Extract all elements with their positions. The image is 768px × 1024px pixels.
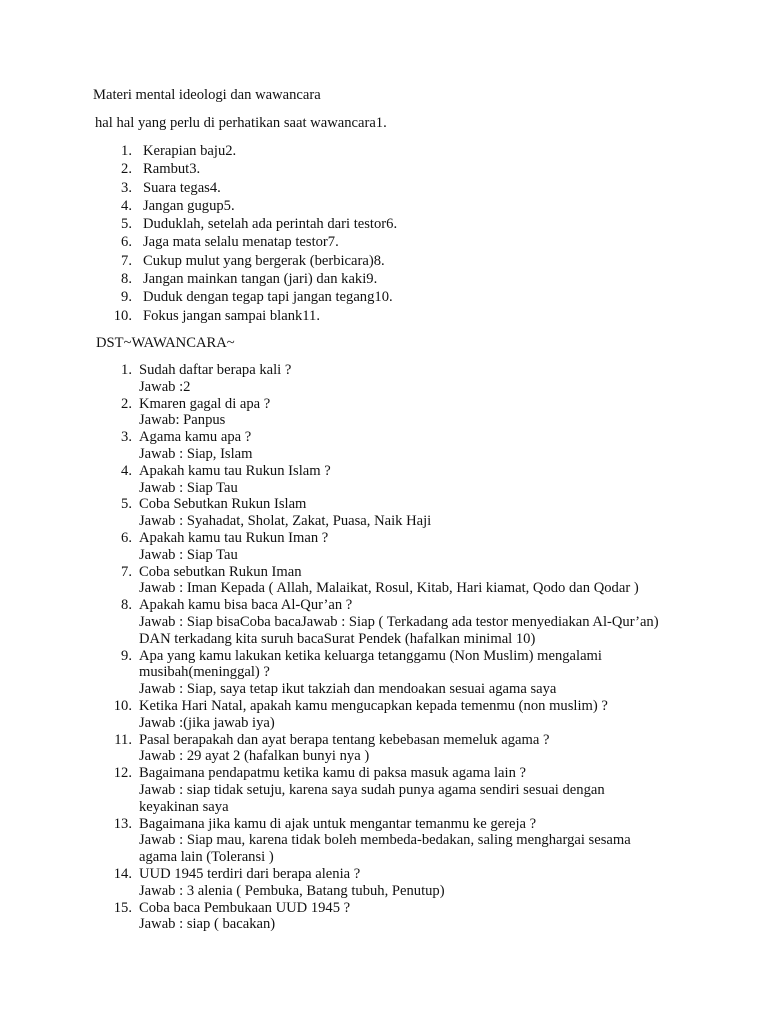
answer-text: Jawab : Iman Kepada ( Allah, Malaikat, Rosul, Kitab, Hari kiamat, Qodo dan Qodar ) [139,580,639,597]
tip-item [0,234,768,252]
qa-item [0,429,768,463]
tip-text: Suara tegas4. [143,179,221,196]
question-text: Agama kamu apa ? [139,429,252,446]
question-number: 7. [121,563,132,580]
question-number: 5. [121,496,132,513]
question-text: Coba Sebutkan Rukun Islam [139,496,307,513]
answer-text: Jawab : Siap bisaCoba bacaJawab : Siap ( Terkadang ada testor menyediakan Al-Qur’an) DAN terkadang kita suruh bacaSurat Pendek (hafalkan minimal 10) [139,613,659,647]
tip-text: Duduklah, setelah ada perintah dari testor6. [143,216,398,233]
qa-item [0,597,768,647]
tip-text: Duduk dengan tegap tapi jangan tegang10. [143,289,393,306]
tip-number: 1. [121,143,132,159]
tip-text: Jaga mata selalu menatap testor7. [143,234,339,251]
tip-item [0,143,768,161]
question-number: 10. [113,697,132,714]
question-text: Kmaren gagal di apa ? [139,395,271,412]
section-title: DST~WAWANCARA~ [96,335,235,351]
tip-number: 5. [121,216,132,233]
question-number: 4. [121,462,132,479]
tip-item [0,161,768,179]
tips-list [0,143,768,326]
qa-item [0,564,768,598]
qa-item [0,765,768,815]
qa-item [0,900,768,934]
intro-line: hal hal yang perlu di perhatikan saat wawancara1. [95,115,387,131]
qa-item [0,732,768,766]
answer-text: Jawab : siap ( bacakan) [139,916,276,933]
tip-item [0,253,768,271]
question-text: Apakah kamu bisa baca Al-Qur’an ? [139,597,353,614]
answer-text: Jawab : Siap, Islam [139,445,253,462]
question-text: Apa yang kamu lakukan ketika keluarga tetanggamu (Non Muslim) mengalami musibah(meninggal) ? [139,647,602,681]
tip-item [0,289,768,307]
question-text: Coba baca Pembukaan UUD 1945 ? [139,899,351,916]
qa-item [0,396,768,430]
tip-item [0,271,768,289]
tip-number: 2. [121,161,132,178]
tip-text: Kerapian baju2. [143,143,237,159]
qa-item [0,530,768,564]
question-number: 9. [121,647,132,664]
answer-text: Jawab :(jika jawab iya) [139,714,275,731]
tip-number: 3. [121,179,132,196]
question-text: Apakah kamu tau Rukun Islam ? [139,462,331,479]
question-number: 13. [113,815,132,832]
answer-text: Jawab : Siap Tau [139,479,238,496]
question-number: 15. [113,899,132,916]
question-number: 2. [121,395,132,412]
answer-text: Jawab : Siap, saya tetap ikut takziah dan mendoakan sesuai agama saya [139,681,557,698]
question-number: 1. [121,362,132,378]
tip-number: 10. [113,307,132,324]
question-number: 8. [121,597,132,614]
qa-item [0,362,768,396]
answer-text: Jawab :2 [139,378,191,395]
tip-number: 8. [121,271,132,288]
tip-item [0,216,768,234]
qa-item [0,698,768,732]
question-text: UUD 1945 terdiri dari berapa alenia ? [139,865,361,882]
question-text: Pasal berapakah dan ayat berapa tentang kebebasan memeluk agama ? [139,731,550,748]
tip-item [0,198,768,216]
answer-text: Jawab: Panpus [139,412,226,429]
tip-text: Cukup mulut yang bergerak (berbicara)8. [143,252,385,269]
answer-text: Jawab : 3 alenia ( Pembuka, Batang tubuh, Penutup) [139,882,445,899]
tip-number: 6. [121,234,132,251]
answer-text: Jawab : siap tidak setuju, karena saya sudah punya agama sendiri sesuai dengan keyakinan saya [139,781,605,815]
qa-item [0,648,768,698]
tip-number: 7. [121,252,132,269]
question-text: Bagaimana pendapatmu ketika kamu di paksa masuk agama lain ? [139,765,527,782]
qa-item [0,816,768,866]
tip-text: Jangan mainkan tangan (jari) dan kaki9. [143,271,378,288]
tip-text: Rambut3. [143,161,201,178]
tip-text: Fokus jangan sampai blank11. [143,307,320,324]
qa-item [0,463,768,497]
question-text: Sudah daftar berapa kali ? [139,362,292,378]
question-text: Bagaimana jika kamu di ajak untuk mengantar temanmu ke gereja ? [139,815,537,832]
tip-number: 9. [121,289,132,306]
question-number: 14. [113,865,132,882]
question-text: Apakah kamu tau Rukun Iman ? [139,529,329,546]
answer-text: Jawab : Siap Tau [139,546,238,563]
answer-text: Jawab : Siap mau, karena tidak boleh membeda-bedakan, saling menghargai sesama agama lain (Toleransi ) [139,832,631,866]
question-text: Coba sebutkan Rukun Iman [139,563,302,580]
document-title: Materi mental ideologi dan wawancara [93,87,321,103]
question-number: 12. [113,765,132,782]
question-text: Ketika Hari Natal, apakah kamu mengucapkan kepada temenmu (non muslim) ? [139,697,608,714]
tip-text: Jangan gugup5. [143,197,235,214]
answer-text: Jawab : 29 ayat 2 (hafalkan bunyi nya ) [139,748,370,765]
qa-item [0,496,768,530]
answer-text: Jawab : Syahadat, Sholat, Zakat, Puasa, Naik Haji [139,513,432,530]
question-number: 11. [114,731,132,748]
question-number: 3. [121,429,132,446]
qa-list [0,362,768,933]
qa-item [0,866,768,900]
tip-item [0,308,768,326]
question-number: 6. [121,529,132,546]
tip-number: 4. [121,197,132,214]
tip-item [0,180,768,198]
